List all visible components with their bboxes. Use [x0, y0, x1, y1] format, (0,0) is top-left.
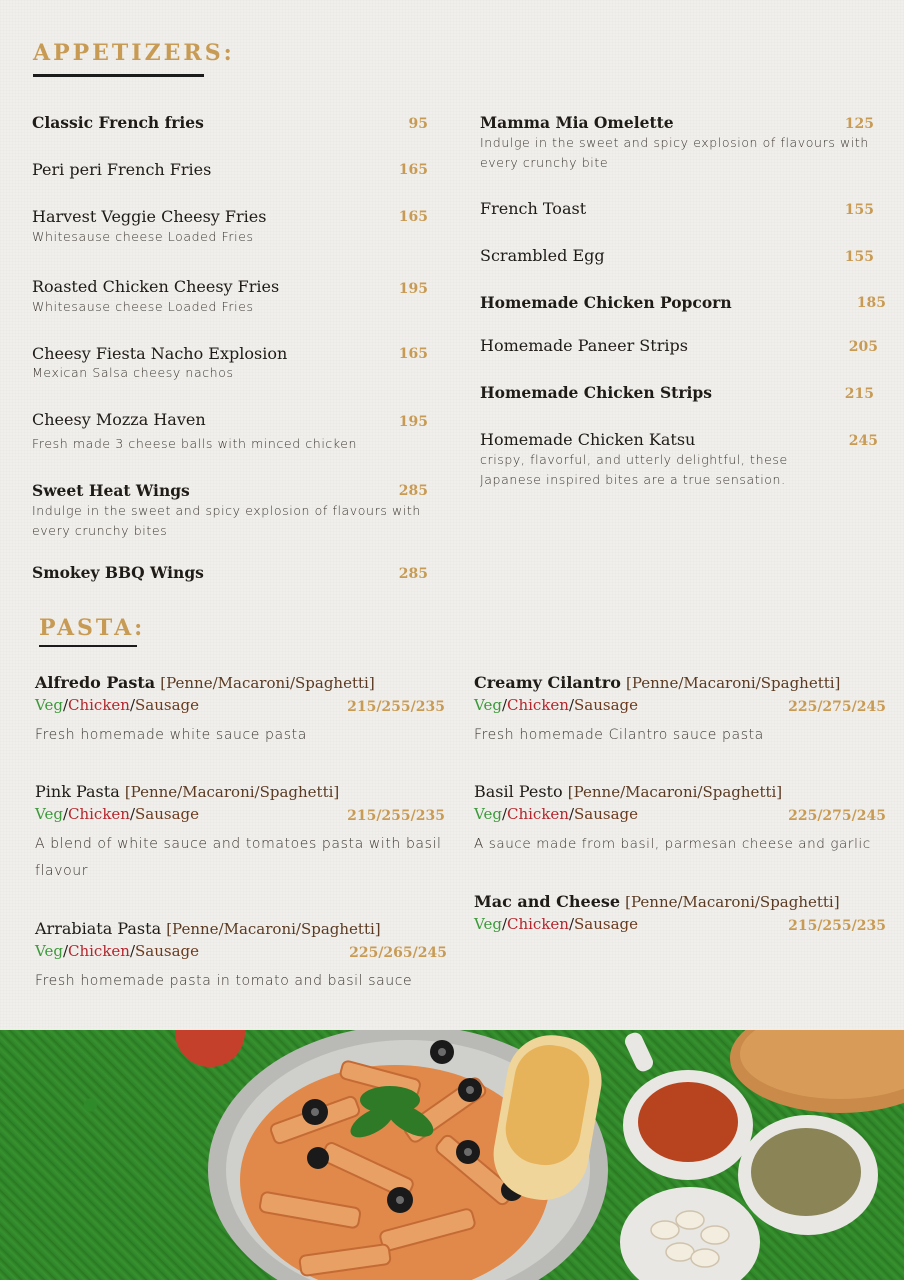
menu-item — [32, 277, 279, 317]
pasta-description: Fresh homemade white sauce pasta — [35, 727, 307, 743]
pasta-price: 225/265/245 — [349, 945, 447, 961]
variant-sep: / — [501, 696, 507, 714]
item-price: 165 — [398, 162, 428, 178]
variant-sep: / — [62, 696, 68, 714]
pasta-options: [Penne/Macaroni/Spaghetti] — [567, 783, 783, 801]
menu-item — [32, 160, 211, 180]
item-description: Indulge in the sweet and spicy explosion of flavours with every crunchy bite — [480, 135, 869, 170]
menu-item — [480, 336, 688, 356]
item-description: Whitesause cheese Loaded Fries — [32, 299, 254, 314]
variant-sausage: Sausage — [135, 942, 200, 960]
item-price: 285 — [398, 566, 428, 582]
pasta-name: Alfredo Pasta — [35, 673, 156, 692]
item-price: 245 — [848, 433, 878, 449]
item-price: 125 — [844, 116, 874, 132]
item-price: 195 — [398, 414, 428, 430]
item-price: 185 — [856, 295, 886, 311]
variant-veg: Veg — [35, 696, 63, 714]
appetizers-underline — [33, 74, 204, 77]
item-name: Mamma Mia Omelette — [480, 113, 674, 132]
variant-sausage: Sausage — [135, 696, 200, 714]
variant-chicken: Chicken — [507, 915, 569, 933]
item-description: crispy, flavorful, and utterly delightful, these Japanese inspired bites are a true sensation. — [480, 452, 788, 487]
menu-item — [480, 293, 732, 313]
pasta-options: [Penne/Macaroni/Spaghetti] — [160, 674, 375, 692]
item-price: 165 — [398, 209, 428, 225]
item-name: Homemade Paneer Strips — [480, 336, 688, 355]
pasta-options: [Penne/Macaroni/Spaghetti] — [166, 920, 381, 938]
item-name: Peri peri French Fries — [32, 160, 212, 179]
item-name: Homemade Chicken Strips — [480, 383, 712, 402]
pasta-price: 215/255/235 — [347, 699, 445, 715]
pasta-name: Creamy Cilantro — [474, 673, 621, 692]
pasta-item — [35, 672, 375, 749]
item-name: Sweet Heat Wings — [32, 481, 190, 500]
item-price: 155 — [844, 202, 874, 218]
variant-veg: Veg — [474, 915, 502, 933]
item-price: 195 — [398, 281, 428, 297]
pasta-variants — [474, 913, 840, 935]
variant-sep: / — [129, 805, 136, 823]
menu-item — [32, 481, 427, 541]
menu-item — [32, 563, 204, 583]
item-price: 165 — [398, 346, 428, 362]
menu-item — [32, 113, 204, 133]
variant-sausage: Sausage — [574, 915, 639, 933]
pasta-item — [474, 891, 840, 935]
variant-sep: / — [568, 915, 575, 933]
variant-veg: Veg — [35, 942, 63, 960]
variant-sep: / — [501, 915, 507, 933]
variant-sausage: Sausage — [574, 805, 639, 823]
item-name: Homemade Chicken Popcorn — [480, 293, 732, 312]
item-description: Mexican Salsa cheesy nachos — [32, 365, 234, 380]
pasta-underline — [39, 645, 137, 647]
item-price: 205 — [848, 339, 878, 355]
pasta-options: [Penne/Macaroni/Spaghetti] — [625, 893, 840, 911]
appetizers-title: APPETIZERS: — [33, 40, 235, 66]
item-price: 285 — [398, 483, 428, 499]
item-price: 155 — [844, 249, 874, 265]
variant-chicken: Chicken — [68, 696, 130, 714]
item-name: Homemade Chicken Katsu — [480, 430, 696, 449]
item-price: 215 — [844, 386, 874, 402]
pasta-food-photo — [0, 1030, 904, 1280]
menu-item — [480, 113, 870, 173]
variant-chicken: Chicken — [507, 696, 569, 714]
item-name: Smokey BBQ Wings — [32, 563, 204, 582]
variant-chicken: Chicken — [68, 805, 130, 823]
pasta-name: Basil Pesto — [474, 782, 563, 801]
pasta-title: PASTA: — [39, 615, 146, 641]
variant-sep: / — [129, 942, 136, 960]
pasta-name: Arrabiata Pasta — [35, 919, 162, 938]
variant-veg: Veg — [474, 696, 502, 714]
pasta-description: A blend of white sauce and tomatoes pasta with basil flavour — [35, 836, 442, 879]
variant-sep: / — [129, 696, 136, 714]
menu-item — [32, 344, 287, 382]
menu-item — [480, 199, 586, 219]
menu-item — [480, 383, 712, 403]
item-name: Scrambled Egg — [480, 246, 605, 265]
variant-sep: / — [62, 805, 68, 823]
item-description: Fresh made 3 cheese balls with minced chicken — [32, 436, 358, 451]
menu-item — [480, 430, 810, 490]
food-illustration — [0, 1030, 904, 1280]
item-name: Cheesy Fiesta Nacho Explosion — [32, 344, 288, 363]
variant-chicken: Chicken — [68, 942, 130, 960]
pasta-description: A sauce made from basil, parmesan cheese and garlic — [474, 836, 871, 852]
item-name: Roasted Chicken Cheesy Fries — [32, 277, 280, 296]
item-price: 95 — [408, 116, 428, 132]
variant-sausage: Sausage — [135, 805, 200, 823]
variant-veg: Veg — [35, 805, 63, 823]
pasta-item — [35, 781, 445, 885]
variant-veg: Veg — [474, 805, 502, 823]
pasta-variants — [35, 694, 375, 716]
item-name: Classic French fries — [32, 113, 204, 132]
menu-item — [32, 410, 357, 454]
pasta-description: Fresh homemade Cilantro sauce pasta — [474, 727, 764, 743]
pasta-description: Fresh homemade pasta in tomato and basil sauce — [35, 973, 413, 989]
pasta-options: [Penne/Macaroni/Spaghetti] — [625, 674, 841, 692]
variant-sep: / — [568, 805, 575, 823]
item-name: Harvest Veggie Cheesy Fries — [32, 207, 267, 226]
item-name: French Toast — [480, 199, 587, 218]
menu-item — [480, 246, 605, 266]
pasta-price: 225/275/245 — [788, 699, 886, 715]
pasta-price: 225/275/245 — [788, 808, 886, 824]
variant-sep: / — [62, 942, 68, 960]
item-description: Indulge in the sweet and spicy explosion of flavours with every crunchy bites — [32, 503, 421, 538]
item-name: Cheesy Mozza Haven — [32, 410, 206, 429]
pasta-options: [Penne/Macaroni/Spaghetti] — [124, 783, 340, 801]
pasta-name: Mac and Cheese — [474, 892, 621, 911]
variant-sep: / — [501, 805, 507, 823]
item-description: Whitesause cheese Loaded Fries — [32, 229, 254, 244]
variant-sep: / — [568, 696, 575, 714]
variant-sausage: Sausage — [574, 696, 639, 714]
menu-item — [32, 207, 266, 247]
variant-chicken: Chicken — [507, 805, 569, 823]
pasta-price: 215/255/235 — [788, 918, 886, 934]
pasta-name: Pink Pasta — [35, 782, 120, 801]
pasta-price: 215/255/235 — [347, 808, 445, 824]
